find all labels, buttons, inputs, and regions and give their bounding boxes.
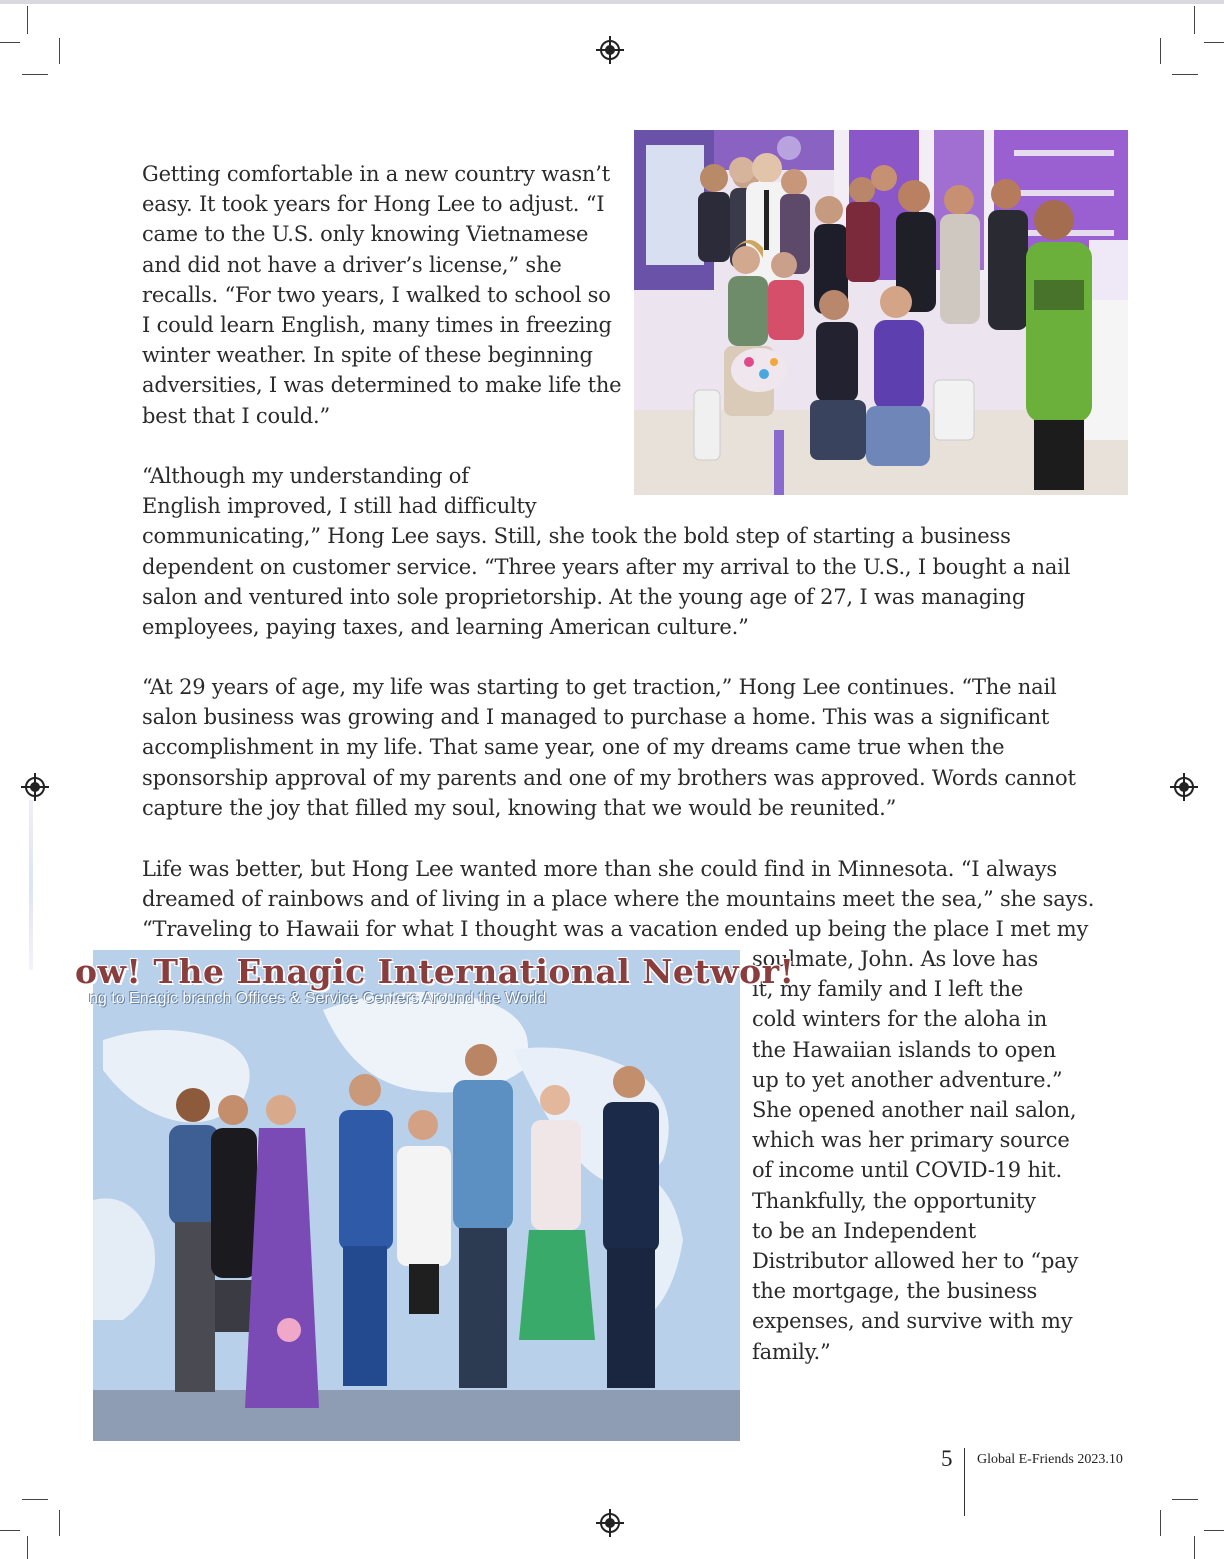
group-photo-store-illustration <box>634 130 1128 495</box>
text-line: to be an Independent <box>752 1218 976 1243</box>
top-bar <box>0 0 1224 4</box>
text-line: salon business was growing and I managed to purchase a home. This was a significant <box>142 705 1050 730</box>
text-line: adversities, I was determined to make life the <box>142 373 622 398</box>
text-line: communicating,” Hong Lee says. Still, she took the bold step of starting a business <box>142 524 1011 549</box>
text-line: came to the U.S. only knowing Vietnamese <box>142 222 589 247</box>
crop-mark <box>59 38 60 64</box>
text-line: sponsorship approval of my parents and one of my brothers was approved. Words cannot <box>142 765 1076 790</box>
paragraph-3 <box>142 672 1076 823</box>
group-photo-store <box>634 130 1128 495</box>
crop-mark <box>1194 6 1195 34</box>
registration-mark-icon <box>600 40 620 60</box>
text-line: and did not have a driver’s license,” she <box>142 252 562 277</box>
paragraph-4 <box>142 854 1094 945</box>
footer-divider <box>964 1448 965 1516</box>
text-line: English improved, I still had difficulty <box>142 494 537 519</box>
paragraph-4-side-column <box>752 944 1078 1367</box>
text-line: dreamed of rainbows and of living in a place where the mountains meet the sea,” she says. <box>142 887 1095 912</box>
crop-mark <box>59 1510 60 1536</box>
banner-subtitle: ng to Enagic branch Offices & Service Centers Around the World <box>89 990 547 1007</box>
text-line: winter weather. In spite of these beginning <box>142 343 593 368</box>
text-line: family.” <box>752 1339 831 1364</box>
text-line: soulmate, John. As love has <box>752 947 1039 971</box>
crop-mark <box>1160 1510 1161 1536</box>
text-line: best that I could.” <box>142 403 331 428</box>
registration-mark-icon <box>25 777 45 797</box>
crop-mark <box>22 1499 48 1500</box>
text-line: “Traveling to Hawaii for what I thought was a vacation ended up being the place I met my <box>142 917 1089 942</box>
text-line: She opened another nail salon, <box>752 1098 1077 1123</box>
crop-mark <box>0 42 20 43</box>
text-line: accomplishment in my life. That same year, one of my dreams came true when the <box>142 735 1005 760</box>
text-line: recalls. “For two years, I walked to school so <box>142 282 611 307</box>
text-line: salon and ventured into sole proprietorship. At the young age of 27, I was managing <box>142 584 1026 609</box>
text-line: “Although my understanding of <box>142 464 469 488</box>
text-line: I could learn English, many times in freezing <box>142 313 612 338</box>
text-line: “At 29 years of age, my life was starting to get traction,” Hong Lee continues. “The nail <box>142 675 1057 699</box>
crop-mark <box>22 74 48 75</box>
text-line: dependent on customer service. “Three years after my arrival to the U.S., I bought a nail <box>142 554 1071 579</box>
group-photo-world-map-illustration <box>93 950 740 1441</box>
text-line: expenses, and survive with my <box>752 1309 1073 1334</box>
text-line: the mortgage, the business <box>752 1279 1038 1304</box>
text-line: capture the joy that filled my soul, knowing that we would be reunited.” <box>142 795 897 820</box>
text-line: Getting comfortable in a new country wasn’t <box>142 162 610 186</box>
registration-mark-icon <box>600 1513 620 1533</box>
registration-mark-icon <box>1174 777 1194 797</box>
text-line: Thankfully, the opportunity <box>752 1188 1036 1213</box>
text-line: employees, paying taxes, and learning American culture.” <box>142 615 749 640</box>
text-line: Life was better, but Hong Lee wanted more than she could find in Minnesota. “I always <box>142 857 1058 881</box>
banner-title: ow! The Enagic International Networ! <box>75 952 795 991</box>
crop-mark <box>1194 1536 1195 1559</box>
crop-mark <box>0 1530 20 1531</box>
crop-mark <box>27 1536 28 1559</box>
left-edge-strip <box>29 800 33 970</box>
text-line: Distributor allowed her to “pay <box>752 1249 1079 1274</box>
text-line: easy. It took years for Hong Lee to adjust. “I <box>142 192 605 217</box>
text-line: of income until COVID-19 hit. <box>752 1158 1062 1183</box>
crop-mark <box>1160 38 1161 64</box>
text-line: it, my family and I left the <box>752 977 1024 1002</box>
crop-mark <box>1172 1499 1198 1500</box>
crop-mark <box>1204 42 1224 43</box>
page-number: 5 <box>941 1446 953 1471</box>
magazine-issue: Global E-Friends 2023.10 <box>977 1452 1123 1467</box>
text-line: up to yet another adventure.” <box>752 1067 1063 1092</box>
crop-mark <box>1204 1530 1224 1531</box>
text-line: which was her primary source <box>752 1128 1070 1153</box>
text-line: cold winters for the aloha in <box>752 1007 1048 1032</box>
paragraph-1 <box>142 159 621 431</box>
crop-mark <box>27 6 28 34</box>
crop-mark <box>1172 74 1198 75</box>
text-line: the Hawaiian islands to open <box>752 1037 1056 1062</box>
